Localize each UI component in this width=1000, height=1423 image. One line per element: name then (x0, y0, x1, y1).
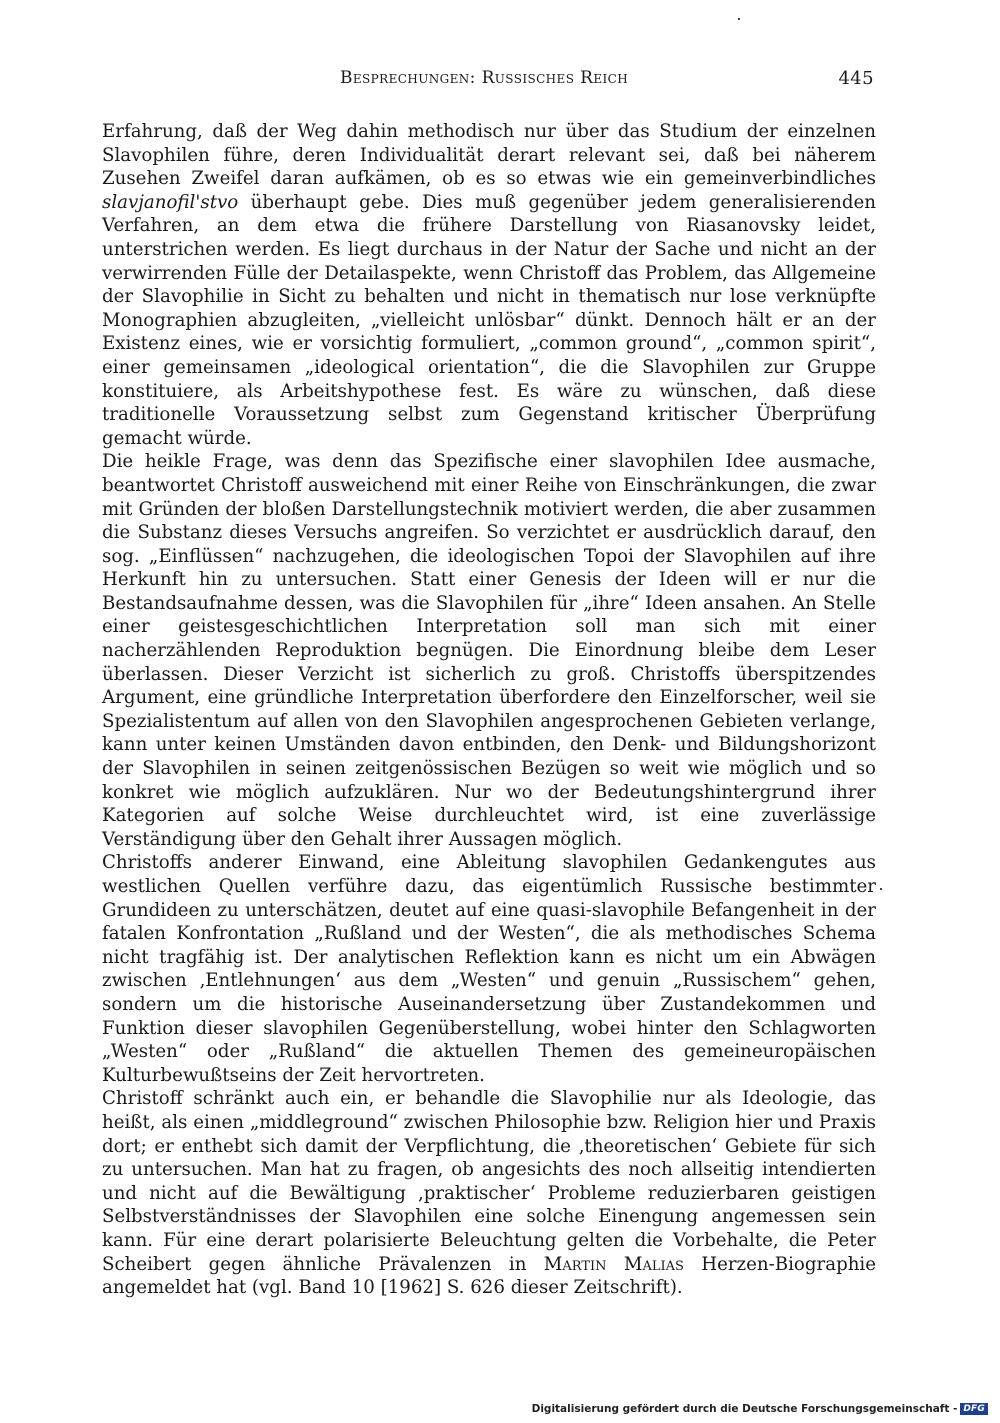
body-text (102, 120, 876, 1300)
running-title: Besprechungen: Russisches Reich (340, 68, 629, 88)
paragraph-4 (102, 1087, 876, 1299)
scan-speck (738, 18, 740, 20)
dfg-logo: DFG (960, 1403, 988, 1415)
paragraph-3 (102, 851, 876, 1087)
paragraph-text: Christoff schränkt auch ein, er behandle die Slavophilie nur als Ideologie, das heißt, als einen „middleground“ zwischen Philosophie bzw. Religion hier und Praxis dort; er enthebt sich damit der Verpflichtung, die ‚theoretischen‘ Gebiete für sich zu untersuchen. Man hat zu fragen, ob angesichts des noch allseitig intendierten und nicht auf die Bewältigung ‚praktischer‘ Probleme reduzierbaren geistigen Selbstverständnisses der Slavophilen eine solche Einengung angemessen sein kann. Für eine derart polarisierte Beleuchtung gelten die Vorbehalte, die Peter Scheibert gegen ähnliche Prävalenzen in (102, 1088, 876, 1275)
paragraph-text: Erfahrung, daß der Weg dahin methodisch nur über das Studium der einzelnen Slavophilen führe, deren Individualität derart relevant sei, daß bei näherem Zusehen Zweifel daran aufkämen, ob es so etwas wie ein gemeinverbindliches (102, 121, 876, 190)
footer-credit: Digitalisierung gefördert durch die Deutsche Forschungsgemeinschaft - (531, 1403, 958, 1415)
scan-speck (880, 888, 882, 890)
page-number: 445 (838, 68, 874, 89)
author-name-small-caps: Martin Malias (543, 1253, 684, 1275)
paragraph-text: Christoffs anderer Einwand, eine Ableitung slavophilen Gedankengutes aus westlichen Quellen verführe dazu, das eigentümlich Russische bestimmter Grundideen zu unterschätzen, deutet auf eine quasi-slavophile Befangenheit in der fatalen Konfrontation „Rußland und der Westen“, die als methodisches Schema nicht tragfähig ist. Der analytischen Reflektion kann es nicht um ein Abwägen zwischen ‚Entlehnungen‘ aus dem „Westen“ und genuin „Russischem“ gehen, sondern um die historische Auseinandersetzung über Zustandekommen und Funktion dieser slavophilen Gegenüberstellung, wobei hinter den Schlagworten „Westen“ oder „Rußland“ die aktuellen Themen des gemeineuropäischen Kulturbewußtseins der Zeit hervortreten. (102, 852, 876, 1086)
paragraph-1 (102, 120, 876, 450)
italic-term: slavjanofil'stvo (102, 191, 239, 213)
paragraph-text: Herzen-Biographie angemeldet hat (vgl. Band 10 [1962] S. 626 dieser Zeitschrift). (102, 1253, 877, 1299)
digitization-footer (532, 1401, 988, 1417)
paragraph-text: überhaupt gebe. Dies muß gegenüber jedem generalisierenden Verfahren, an dem etwa die frühere Darstellung von Riasanovsky leidet, unterstrichen werden. Es liegt durchaus in der Natur der Sache und nicht an der verwirrenden Fülle der Detailaspekte, wenn Christoff das Problem, das Allgemeine der Slavophilie in Sicht zu behalten und nicht in thematisch nur lose verknüpfte Monographien abzugleiten, „vielleicht unlösbar“ dünkt. Dennoch hält er an der Existenz eines, wie er vorsichtig formuliert, „common ground“, „common spirit“, einer gemeinsamen „ideological orientation“, die die Slavophilen zur Gruppe konstituiere, als Arbeitshypothese fest. Es wäre zu wünschen, daß diese traditionelle Voraussetzung selbst zum Gegenstand kritischer Überprüfung gemacht würde. (102, 191, 876, 449)
page-header (292, 68, 874, 98)
paragraph-text: Die heikle Frage, was denn das Spezifische einer slavophilen Idee ausmache, beantwortet Christoff ausweichend mit einer Reihe von Einschränkungen, die zwar mit Gründen der bloßen Darstellungstechnik motiviert werden, die aber zusammen die Substanz dieses Versuchs angreifen. So verzichtet er ausdrücklich darauf, den sog. „Einflüssen“ nachzugehen, die ideologischen Topoi der Slavophilen auf ihre Herkunft hin zu untersuchen. Statt einer Genesis der Ideen will er nur die Bestandsaufnahme dessen, was die Slavophilen für „ihre“ Ideen ansahen. An Stelle einer geistesgeschichtlichen Interpretation soll man sich mit einer nacherzählenden Reproduktion begnügen. Die Einordnung bleibe dem Leser überlassen. Dieser Verzicht ist sicherlich zu groß. Christoffs überspitzendes Argument, eine gründliche Interpretation überfordere den Einzelforscher, weil sie Spezialistentum auf allen von den Slavophilen angesprochenen Gebieten verlange, kann unter keinen Umständen davon entbinden, den Denk- und Bildungshorizont der Slavophilen in seinen zeitgenössischen Bezügen so weit wie möglich und so konkret wie möglich aufzuklären. Nur wo der Bedeutungshintergrund ihrer Kategorien auf solche Weise durchleuchtet wird, ist eine zuverlässige Verständigung über den Gehalt ihrer Aussagen möglich. (102, 451, 876, 850)
paragraph-2 (102, 450, 876, 851)
